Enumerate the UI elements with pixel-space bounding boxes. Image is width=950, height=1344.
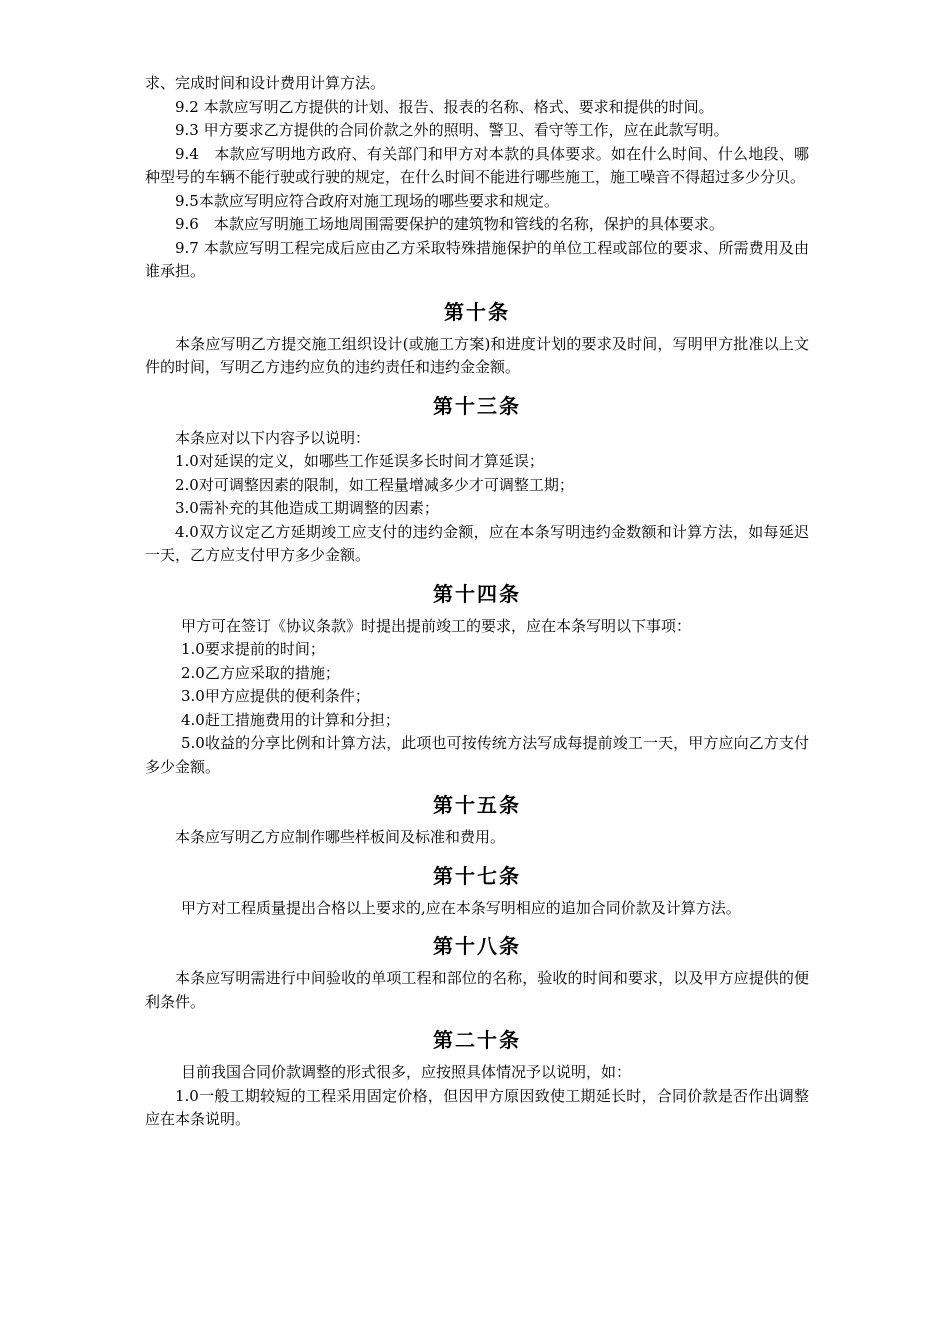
paragraph: 9.3 甲方要求乙方提供的合同价款之外的照明、警卫、看守等工作，应在此款写明。	[175, 121, 729, 139]
paragraph: 4.0赶工措施费用的计算和分担；	[181, 710, 400, 729]
paragraph: 甲方对工程质量提出合格以上要求的,应在本条写明相应的追加合同价款及计算方法。	[181, 898, 741, 917]
paragraph: 9.2 本款应写明乙方提供的计划、报告、报表的名称、格式、要求和提供的时间。	[175, 97, 714, 116]
section-heading: 第十三条	[433, 393, 521, 418]
paragraph: 本条应写明乙方应制作哪些样板间及标准和费用。	[175, 828, 506, 846]
section-article-17	[145, 860, 809, 921]
paragraph: 5.0收益的分享比例和计算方法，此项也可按传统方法写成每提前竣工一天，甲方应向乙方支付多少金额。	[145, 734, 809, 776]
paragraph: 本条应写明需进行中间验收的单项工程和部位的名称，验收的时间和要求，以及甲方应提供的便利条件。	[145, 969, 809, 1011]
section-article-20	[145, 1024, 809, 1132]
paragraph: 3.0甲方应提供的便利条件；	[181, 687, 370, 705]
paragraph: 1.0对延误的定义，如哪些工作延误多长时间才算延误；	[175, 452, 544, 470]
section-heading: 第二十条	[433, 1028, 521, 1052]
section-article-18	[145, 930, 809, 1014]
paragraph: 2.0乙方应采取的措施；	[181, 663, 340, 682]
paragraph: 1.0要求提前的时间；	[181, 640, 325, 658]
paragraph: 3.0需补充的其他造成工期调整的因素；	[175, 499, 439, 517]
section-heading: 第十四条	[433, 581, 521, 606]
section-heading: 第十条	[444, 299, 510, 324]
paragraph: 9.6 本款应写明施工场地周围需要保护的建筑物和管线的名称，保护的具体要求。	[175, 215, 724, 233]
section-article-13	[145, 390, 809, 568]
section-heading: 第十七条	[433, 863, 521, 888]
paragraph: 9.7 本款应写明工程完成后应由乙方采取特殊措施保护的单位工程或部位的要求、所需费用及由谁承担。	[145, 238, 809, 280]
paragraph: 9.4 本款应写明地方政府、有关部门和甲方对本款的具体要求。如在什么时间、什么地段、哪种型号的车辆不能行驶或行驶的规定，在什么时间不能进行哪些施工，施工噪音不得超过多少分贝。	[145, 144, 809, 186]
paragraph: 求、完成时间和设计费用计算方法。	[145, 74, 386, 92]
section-article-14	[145, 578, 809, 780]
paragraph: 本条应对以下内容予以说明：	[175, 428, 371, 447]
section-heading: 第十五条	[433, 793, 521, 817]
intro-block	[145, 72, 809, 284]
paragraph: 甲方可在签订《协议条款》时提出提前竣工的要求，应在本条写明以下事项：	[181, 616, 692, 635]
document-page	[145, 72, 809, 1132]
paragraph: 目前我国合同价款调整的形式很多，应按照具体情况予以说明，如：	[181, 1063, 632, 1081]
paragraph: 9.5本款应写明应符合政府对施工现场的哪些要求和规定。	[175, 191, 559, 210]
paragraph: 1.0一般工期较短的工程采用固定价格，但因甲方原因致使工期延长时，合同价款是否作出调整应在本条说明。	[145, 1086, 809, 1128]
section-heading: 第十八条	[433, 934, 521, 958]
paragraph: 4.0双方议定乙方延期竣工应支付的违约金额，应在本条写明违约金数额和计算方法，如每延迟一天，乙方应支付甲方多少金额。	[145, 522, 809, 564]
section-article-15	[145, 789, 809, 850]
paragraph: 本条应写明乙方提交施工组织设计(或施工方案)和进度计划的要求及时间，写明甲方批准以上文件的时间，写明乙方违约应负的违约责任和违约金金额。	[145, 334, 809, 376]
section-article-10	[145, 296, 809, 380]
paragraph: 2.0对可调整因素的限制，如工程量增减多少才可调整工期；	[175, 475, 574, 494]
